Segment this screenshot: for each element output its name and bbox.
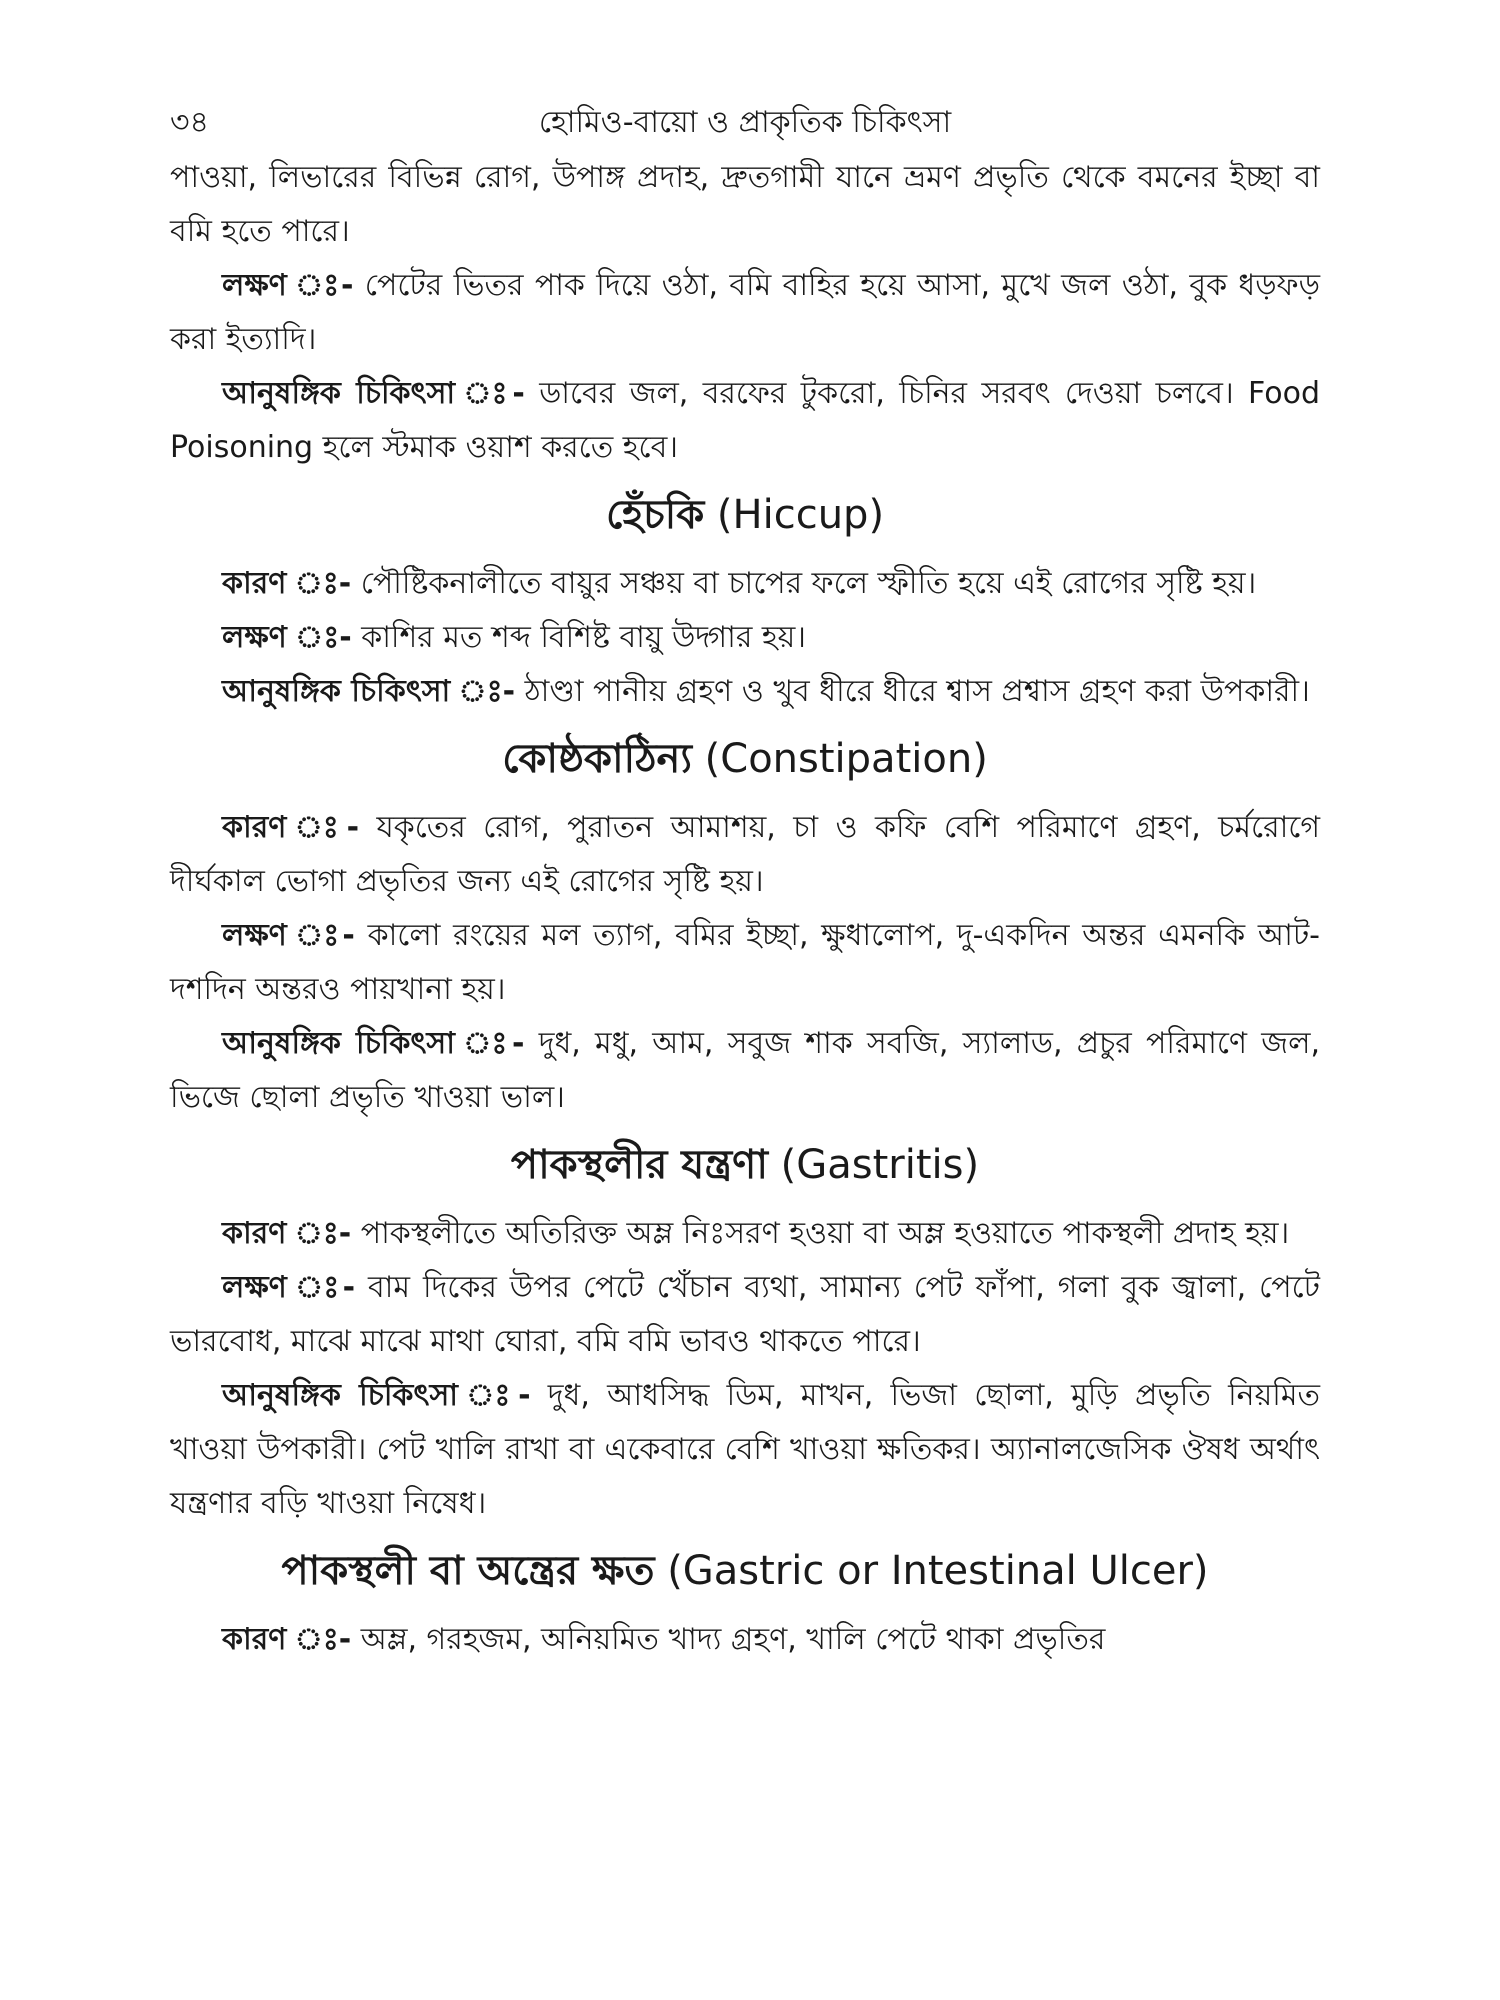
cause-label: কারণ ঃ- xyxy=(222,1622,352,1657)
treatment-text: ঠাণ্ডা পানীয় গ্রহণ ও খুব ধীরে ধীরে শ্বাস প্রশ্বাস গ্রহণ করা উপকারী। xyxy=(524,674,1310,709)
treatment-label: আনুষঙ্গিক চিকিৎসা ঃ- xyxy=(222,1378,531,1413)
constipation-cause xyxy=(170,801,1320,909)
hiccup-cause xyxy=(170,557,1320,611)
treatment-label: আনুষঙ্গিক চিকিৎসা ঃ- xyxy=(222,376,525,411)
symptom-label: লক্ষণ ঃ- xyxy=(222,620,352,655)
symptom-label: লক্ষণ ঃ- xyxy=(222,1270,356,1305)
symptom-label: লক্ষণ ঃ- xyxy=(222,918,355,953)
gastritis-treatment xyxy=(170,1369,1320,1531)
section-title-en: (Constipation) xyxy=(704,736,988,782)
treatment-label: আনুষঙ্গিক চিকিৎসা ঃ- xyxy=(222,1026,525,1061)
book-page xyxy=(170,95,1320,1667)
section-title-constipation xyxy=(170,723,1320,795)
intro-treatment xyxy=(170,367,1320,475)
section-title-bn: হেঁচকি xyxy=(605,492,705,538)
symptom-text: পেটের ভিতর পাক দিয়ে ওঠা, বমি বাহির হয়ে আসা, মুখে জল ওঠা, বুক ধড়ফড় করা ইত্যাদি। xyxy=(170,268,1320,357)
symptom-text: বাম দিকের উপর পেটে খেঁচান ব্যথা, সামান্য পেট ফাঁপা, গলা বুক জ্বালা, পেটে ভারবোধ, মাঝে মাঝে মাথা ঘোরা, বমি বমি ভাবও থাকতে পারে। xyxy=(170,1270,1320,1359)
section-title-en: (Hiccup) xyxy=(716,492,885,538)
intro-continuation: পাওয়া, লিভারের বিভিন্ন রোগ, উপাঙ্গ প্রদাহ, দ্রুতগামী যানে ভ্রমণ প্রভৃতি থেকে বমনের ইচ্ছা বা বমি হতে পারে। xyxy=(170,160,1320,249)
section-title-en: (Gastric or Intestinal Ulcer) xyxy=(667,1548,1209,1594)
constipation-symptom xyxy=(170,909,1320,1017)
book-title: হোমিও-বায়ো ও প্রাকৃতিক চিকিৎসা xyxy=(538,105,952,140)
gastritis-cause xyxy=(170,1207,1320,1261)
treatment-label: আনুষঙ্গিক চিকিৎসা ঃ- xyxy=(222,674,516,709)
symptom-text: কালো রংয়ের মল ত্যাগ, বমির ইচ্ছা, ক্ষুধালোপ, দু-একদিন অন্তর এমনকি আট-দশদিন অন্তরও পায়খানা হয়। xyxy=(170,918,1320,1007)
cause-text: অম্ল, গরহজম, অনিয়মিত খাদ্য গ্রহণ, খালি পেটে থাকা প্রভৃতির xyxy=(360,1622,1106,1657)
section-title-bn: কোষ্ঠকাঠিন্য xyxy=(502,736,692,782)
section-title-en: (Gastritis) xyxy=(780,1142,980,1188)
section-title-gastritis xyxy=(170,1129,1320,1201)
section-title-bn: পাকস্থলীর যন্ত্রণা xyxy=(510,1142,768,1188)
treatment-text: দুধ, আধসিদ্ধ ডিম, মাখন, ভিজা ছোলা, মুড়ি প্রভৃতি নিয়মিত খাওয়া উপকারী। পেট খালি রাখা বা একেবারে বেশি খাওয়া ক্ষতিকর। অ্যানালজেসিক ঔষধ অর্থাৎ যন্ত্রণার বড়ি খাওয়া নিষেধ। xyxy=(170,1378,1321,1521)
cause-text: যকৃতের রোগ, পুরাতন আমাশয়, চা ও কফি বেশি পরিমাণে গ্রহণ, চর্মরোগে দীর্ঘকাল ভোগা প্রভৃতির জন্য এই রোগের সৃষ্টি হয়। xyxy=(170,810,1320,899)
section-title-hiccup xyxy=(170,479,1320,551)
running-header xyxy=(170,95,1320,151)
hiccup-symptom xyxy=(170,611,1320,665)
symptom-text: কাশির মত শব্দ বিশিষ্ট বায়ু উদ্গার হয়। xyxy=(361,620,807,655)
cause-label: কারণ ঃ- xyxy=(222,810,360,845)
cause-label: কারণ ঃ- xyxy=(222,1216,352,1251)
treatment-text: দুধ, মধু, আম, সবুজ শাক সবজি, স্যালাড, প্রচুর পরিমাণে জল, ভিজে ছোলা প্রভৃতি খাওয়া ভাল। xyxy=(170,1026,1320,1115)
section-title-ulcer xyxy=(170,1535,1320,1607)
intro-symptom xyxy=(170,259,1320,367)
symptom-label: লক্ষণ ঃ- xyxy=(222,268,354,303)
treatment-text: ডাবের জল, বরফের টুকরো, চিনির সরবৎ দেওয়া চলবে। Food Poisoning হলে স্টমাক ওয়াশ করতে হবে। xyxy=(170,376,1320,465)
page-number: ৩৪ xyxy=(170,105,209,140)
cause-label: কারণ ঃ- xyxy=(222,566,352,601)
gastritis-symptom xyxy=(170,1261,1320,1369)
constipation-treatment xyxy=(170,1017,1320,1125)
section-title-bn: পাকস্থলী বা অন্ত্রের ক্ষত xyxy=(281,1548,655,1594)
hiccup-treatment xyxy=(170,665,1320,719)
ulcer-cause xyxy=(170,1613,1320,1667)
cause-text: পৌষ্টিকনালীতে বায়ুর সঞ্চয় বা চাপের ফলে স্ফীতি হয়ে এই রোগের সৃষ্টি হয়। xyxy=(360,566,1257,601)
cause-text: পাকস্থলীতে অতিরিক্ত অম্ল নিঃসরণ হওয়া বা অম্ল হওয়াতে পাকস্থলী প্রদাহ হয়। xyxy=(360,1216,1290,1251)
